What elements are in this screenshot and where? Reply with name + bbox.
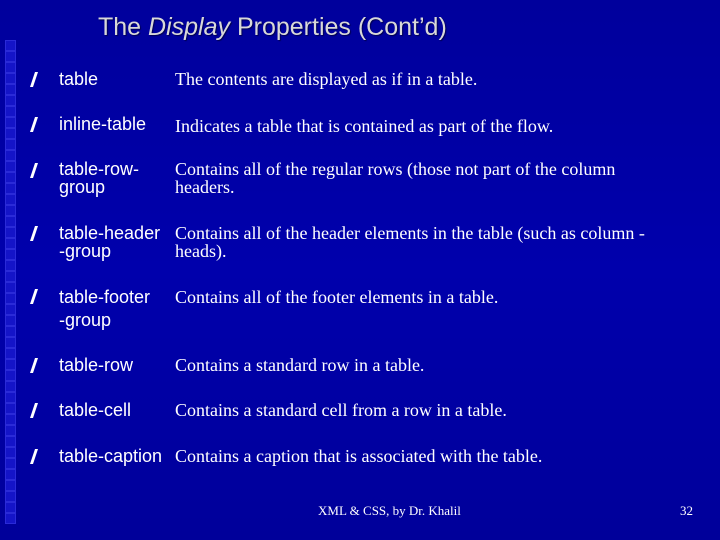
property-term: table-row xyxy=(59,355,134,375)
decorative-square xyxy=(5,348,16,359)
decorative-square xyxy=(5,370,16,381)
decorative-square xyxy=(5,469,16,480)
bullet-icon xyxy=(30,289,38,304)
bullet-icon xyxy=(30,226,38,241)
decorative-square xyxy=(5,128,16,139)
decorative-square xyxy=(5,150,16,161)
decorative-square xyxy=(5,436,16,447)
decorative-square xyxy=(5,491,16,502)
decorative-square xyxy=(5,381,16,392)
decorative-square xyxy=(5,403,16,414)
decorative-square xyxy=(5,139,16,150)
property-term: inline-table xyxy=(59,114,147,134)
decorative-square xyxy=(5,40,16,51)
property-term: table-row- group xyxy=(59,159,140,197)
bullet-icon xyxy=(30,117,38,132)
decorative-square xyxy=(5,62,16,73)
property-term: table-header -group xyxy=(59,223,161,261)
decorative-square xyxy=(5,205,16,216)
bullet-icon xyxy=(30,163,38,178)
property-description: Indicates a table that is contained as part of the flow. xyxy=(175,116,554,136)
decorative-square xyxy=(5,414,16,425)
decorative-side-squares xyxy=(5,40,21,530)
decorative-square xyxy=(5,194,16,205)
decorative-square xyxy=(5,458,16,469)
decorative-square xyxy=(5,260,16,271)
decorative-square xyxy=(5,227,16,238)
property-description: Contains a standard row in a table. xyxy=(175,355,425,375)
decorative-square xyxy=(5,282,16,293)
property-term: table-footer -group xyxy=(59,287,151,330)
property-description: Contains all of the header elements in the table (such as column - heads). xyxy=(175,223,645,261)
decorative-square xyxy=(5,183,16,194)
property-term: table-cell xyxy=(59,400,132,420)
decorative-square xyxy=(5,161,16,172)
decorative-square xyxy=(5,315,16,326)
decorative-square xyxy=(5,304,16,315)
property-description: The contents are displayed as if in a table. xyxy=(175,69,478,89)
decorative-square xyxy=(5,95,16,106)
slide-title: The Display Properties (Cont’d) xyxy=(98,13,447,41)
decorative-square xyxy=(5,271,16,282)
decorative-square xyxy=(5,106,16,117)
bullet-icon xyxy=(30,358,38,373)
decorative-square xyxy=(5,238,16,249)
property-description: Contains a standard cell from a row in a table. xyxy=(175,400,507,420)
property-term: table xyxy=(59,69,99,89)
page-number: 32 xyxy=(680,503,693,518)
decorative-square xyxy=(5,293,16,304)
decorative-square xyxy=(5,359,16,370)
decorative-square xyxy=(5,117,16,128)
decorative-square xyxy=(5,73,16,84)
decorative-square xyxy=(5,172,16,183)
decorative-square xyxy=(5,447,16,458)
property-description: Contains all of the regular rows (those not part of the column headers. xyxy=(175,159,616,197)
decorative-square xyxy=(5,392,16,403)
decorative-square xyxy=(5,326,16,337)
title-emphasis: Display xyxy=(148,13,231,41)
decorative-square xyxy=(5,84,16,95)
bullet-icon xyxy=(30,449,38,464)
decorative-square xyxy=(5,480,16,491)
footer-credit: XML & CSS, by Dr. Khalil xyxy=(318,503,461,518)
decorative-square xyxy=(5,502,16,513)
decorative-square xyxy=(5,337,16,348)
decorative-square xyxy=(5,249,16,260)
property-term: table-caption xyxy=(59,446,163,466)
decorative-square xyxy=(5,216,16,227)
bullet-icon xyxy=(30,72,38,87)
property-description: Contains all of the footer elements in a table. xyxy=(175,287,499,307)
decorative-square xyxy=(5,51,16,62)
property-description: Contains a caption that is associated with the table. xyxy=(175,446,543,466)
decorative-square xyxy=(5,513,16,524)
bullet-icon xyxy=(30,403,38,418)
decorative-square xyxy=(5,425,16,436)
